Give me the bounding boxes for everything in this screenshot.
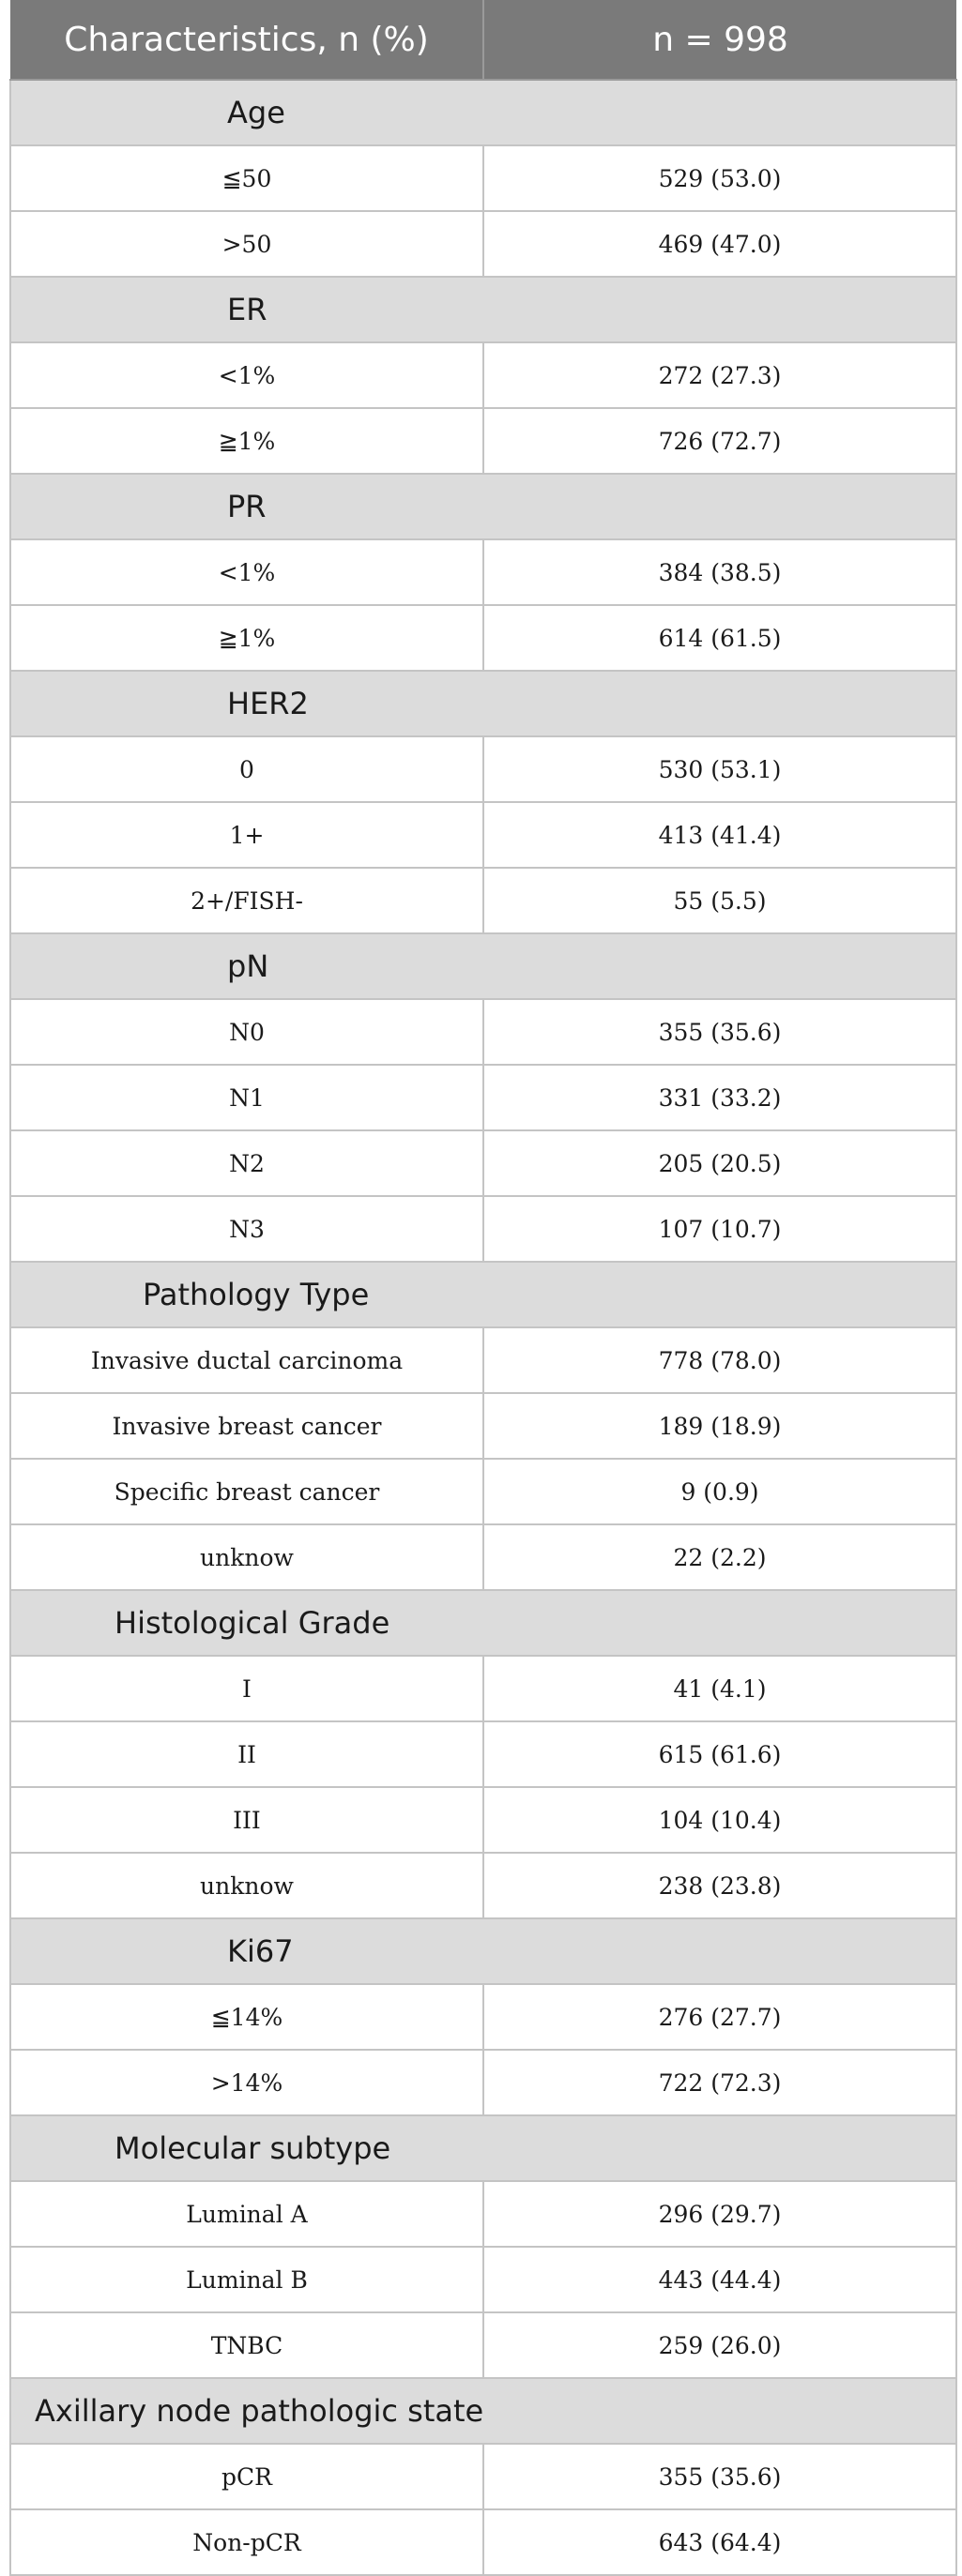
category-cell: <1% bbox=[10, 539, 483, 605]
table-row bbox=[10, 1065, 956, 1130]
table-row bbox=[10, 211, 956, 277]
group-cell bbox=[10, 277, 956, 342]
count-percent-cell: 443 (44.4) bbox=[483, 2247, 956, 2312]
category-cell: Luminal B bbox=[10, 2247, 483, 2312]
table-row bbox=[10, 2509, 956, 2575]
count-percent-cell: 276 (27.7) bbox=[483, 1984, 956, 2050]
category-cell: II bbox=[10, 1721, 483, 1787]
count-percent-cell: 530 (53.1) bbox=[483, 736, 956, 802]
table-row bbox=[10, 2444, 956, 2509]
category-cell: <1% bbox=[10, 342, 483, 408]
count-percent-cell: 104 (10.4) bbox=[483, 1787, 956, 1853]
group-row bbox=[10, 80, 956, 145]
characteristics-table-container bbox=[9, 0, 955, 2576]
table-row bbox=[10, 868, 956, 933]
group-label: Ki67 bbox=[227, 1933, 294, 1969]
category-cell: Luminal A bbox=[10, 2181, 483, 2247]
table-row bbox=[10, 802, 956, 868]
table-row bbox=[10, 2181, 956, 2247]
count-percent-cell: 55 (5.5) bbox=[483, 868, 956, 933]
category-cell: TNBC bbox=[10, 2312, 483, 2378]
category-cell: unknow bbox=[10, 1853, 483, 1918]
count-percent-cell: 189 (18.9) bbox=[483, 1393, 956, 1459]
group-cell bbox=[10, 1262, 956, 1327]
count-percent-cell: 272 (27.3) bbox=[483, 342, 956, 408]
count-percent-cell: 413 (41.4) bbox=[483, 802, 956, 868]
group-cell bbox=[10, 933, 956, 999]
table-row bbox=[10, 1853, 956, 1918]
group-label: ER bbox=[227, 292, 267, 327]
group-cell bbox=[10, 1918, 956, 1984]
table-header-row bbox=[10, 0, 956, 80]
group-row bbox=[10, 1590, 956, 1656]
group-label: Pathology Type bbox=[143, 1277, 370, 1312]
category-cell: ≧1% bbox=[10, 605, 483, 671]
table-row bbox=[10, 1524, 956, 1590]
group-label: HER2 bbox=[227, 686, 309, 721]
group-row bbox=[10, 277, 956, 342]
count-percent-cell: 778 (78.0) bbox=[483, 1327, 956, 1393]
category-cell: ≧1% bbox=[10, 408, 483, 474]
table-row bbox=[10, 999, 956, 1065]
header-characteristics: Characteristics, n (%) bbox=[10, 0, 483, 80]
category-cell: Non-pCR bbox=[10, 2509, 483, 2575]
count-percent-cell: 643 (64.4) bbox=[483, 2509, 956, 2575]
category-cell: 2+/FISH- bbox=[10, 868, 483, 933]
group-label: PR bbox=[227, 489, 267, 524]
table-row bbox=[10, 1196, 956, 1262]
table-row bbox=[10, 1130, 956, 1196]
table-row bbox=[10, 605, 956, 671]
category-cell: >50 bbox=[10, 211, 483, 277]
count-percent-cell: 331 (33.2) bbox=[483, 1065, 956, 1130]
category-cell: N3 bbox=[10, 1196, 483, 1262]
group-label: Molecular subtype bbox=[115, 2130, 391, 2166]
category-cell: III bbox=[10, 1787, 483, 1853]
category-cell: 0 bbox=[10, 736, 483, 802]
group-row bbox=[10, 2378, 956, 2444]
table-row bbox=[10, 1787, 956, 1853]
category-cell: N2 bbox=[10, 1130, 483, 1196]
count-percent-cell: 259 (26.0) bbox=[483, 2312, 956, 2378]
characteristics-table bbox=[9, 0, 957, 2576]
table-row bbox=[10, 1459, 956, 1524]
table-row bbox=[10, 1393, 956, 1459]
category-cell: >14% bbox=[10, 2050, 483, 2115]
table-row bbox=[10, 1656, 956, 1721]
count-percent-cell: 615 (61.6) bbox=[483, 1721, 956, 1787]
count-percent-cell: 469 (47.0) bbox=[483, 211, 956, 277]
group-cell bbox=[10, 671, 956, 736]
category-cell: I bbox=[10, 1656, 483, 1721]
count-percent-cell: 722 (72.3) bbox=[483, 2050, 956, 2115]
group-row bbox=[10, 1262, 956, 1327]
table-row bbox=[10, 2312, 956, 2378]
table-row bbox=[10, 342, 956, 408]
category-cell: ≦14% bbox=[10, 1984, 483, 2050]
table-body bbox=[10, 80, 956, 2575]
category-cell: Invasive ductal carcinoma bbox=[10, 1327, 483, 1393]
table-row bbox=[10, 408, 956, 474]
count-percent-cell: 107 (10.7) bbox=[483, 1196, 956, 1262]
group-cell bbox=[10, 2378, 956, 2444]
count-percent-cell: 205 (20.5) bbox=[483, 1130, 956, 1196]
group-label: Histological Grade bbox=[115, 1605, 390, 1641]
category-cell: pCR bbox=[10, 2444, 483, 2509]
count-percent-cell: 296 (29.7) bbox=[483, 2181, 956, 2247]
group-row bbox=[10, 1918, 956, 1984]
category-cell: Specific breast cancer bbox=[10, 1459, 483, 1524]
table-row bbox=[10, 1327, 956, 1393]
group-row bbox=[10, 474, 956, 539]
count-percent-cell: 384 (38.5) bbox=[483, 539, 956, 605]
table-row bbox=[10, 2050, 956, 2115]
category-cell: N1 bbox=[10, 1065, 483, 1130]
group-cell bbox=[10, 1590, 956, 1656]
count-percent-cell: 614 (61.5) bbox=[483, 605, 956, 671]
category-cell: N0 bbox=[10, 999, 483, 1065]
table-row bbox=[10, 539, 956, 605]
table-row bbox=[10, 145, 956, 211]
table-row bbox=[10, 1984, 956, 2050]
count-percent-cell: 22 (2.2) bbox=[483, 1524, 956, 1590]
category-cell: 1+ bbox=[10, 802, 483, 868]
count-percent-cell: 355 (35.6) bbox=[483, 2444, 956, 2509]
table-row bbox=[10, 736, 956, 802]
group-row bbox=[10, 933, 956, 999]
group-label: Axillary node pathologic state bbox=[35, 2393, 484, 2429]
count-percent-cell: 726 (72.7) bbox=[483, 408, 956, 474]
count-percent-cell: 9 (0.9) bbox=[483, 1459, 956, 1524]
group-label: pN bbox=[227, 948, 269, 984]
category-cell: unknow bbox=[10, 1524, 483, 1590]
header-n-total: n = 998 bbox=[483, 0, 956, 80]
category-cell: Invasive breast cancer bbox=[10, 1393, 483, 1459]
count-percent-cell: 238 (23.8) bbox=[483, 1853, 956, 1918]
table-row bbox=[10, 2247, 956, 2312]
count-percent-cell: 529 (53.0) bbox=[483, 145, 956, 211]
group-cell bbox=[10, 474, 956, 539]
category-cell: ≦50 bbox=[10, 145, 483, 211]
group-label: Age bbox=[227, 95, 285, 130]
group-row bbox=[10, 2115, 956, 2181]
count-percent-cell: 355 (35.6) bbox=[483, 999, 956, 1065]
count-percent-cell: 41 (4.1) bbox=[483, 1656, 956, 1721]
table-row bbox=[10, 1721, 956, 1787]
group-row bbox=[10, 671, 956, 736]
group-cell bbox=[10, 2115, 956, 2181]
group-cell bbox=[10, 80, 956, 145]
